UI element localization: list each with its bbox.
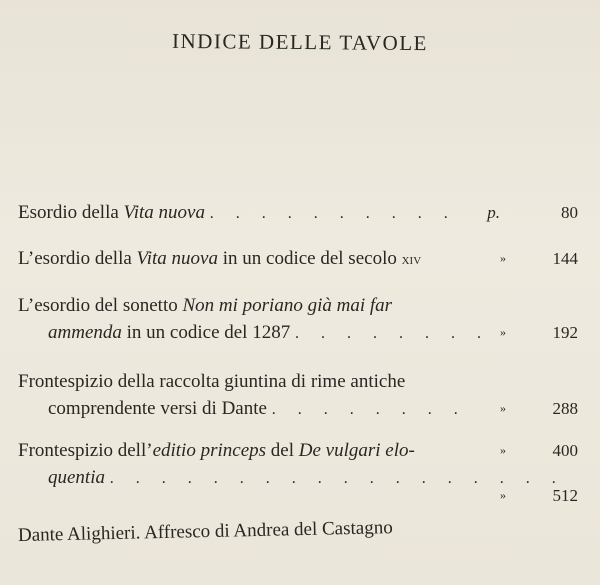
entry-line (18, 292, 578, 319)
index-entry (18, 292, 578, 347)
entry-title-italic: editio princeps (152, 440, 267, 461)
page-marker: p. (487, 203, 500, 222)
leader-dots: . . . . . . . . (271, 401, 467, 418)
ditto-marker: » (500, 488, 506, 502)
entry-page-ref (378, 437, 578, 464)
ditto-marker: » (500, 401, 506, 415)
entry-title-italic: Non mi poriano già mai far (182, 295, 393, 316)
page-number: 80 (561, 203, 578, 222)
leader-dots: . . . . . . . . . . (209, 205, 457, 222)
entry-text: in un codice del secolo (217, 248, 402, 269)
entry-title-italic: quentia (48, 467, 105, 488)
leader-dots: . . . . . . . . (294, 325, 490, 342)
entry-line (18, 395, 578, 423)
ditto-marker: » (500, 251, 506, 265)
entry-line (18, 245, 578, 273)
entry-text: Frontespizio della raccolta giuntina di rime antiche (18, 371, 406, 392)
entry-line (18, 510, 578, 549)
index-entry (18, 199, 578, 227)
entry-text: Frontespizio dell’ (18, 440, 153, 461)
page-number: 192 (552, 323, 578, 342)
entry-century: xiv (401, 251, 422, 268)
entry-text: comprendente versi di Dante (48, 398, 267, 419)
entry-line (18, 319, 578, 347)
entry-text: del (266, 440, 299, 461)
entry-text: in un codice del 1287 (121, 322, 291, 343)
entry-page-ref (378, 482, 578, 509)
index-entry (17, 486, 578, 549)
ditto-marker: » (500, 443, 506, 457)
page-number: 288 (552, 399, 578, 418)
entry-title-italic: De vulgari elo- (298, 440, 415, 461)
entry-text: L’esordio del sonetto (18, 295, 183, 316)
entry-title-italic: Vita nuova (123, 202, 205, 223)
entry-text: Esordio della (18, 202, 124, 223)
entry-text: Dante Alighieri. Affresco di Andrea del Castagno (17, 517, 393, 546)
entry-line (18, 368, 578, 395)
leader-dots: . . . . . . . . . . . . . . . . . . (109, 470, 565, 487)
page-number: 144 (552, 249, 578, 268)
entry-title-italic: Vita nuova (136, 248, 218, 269)
entry-line (18, 199, 578, 227)
page-number: 512 (552, 486, 578, 505)
page-number: 400 (552, 441, 578, 460)
entry-text: L’esordio della (18, 248, 137, 269)
entry-title-italic: ammenda (48, 322, 122, 343)
index-entry (18, 368, 578, 423)
ditto-marker: » (500, 325, 506, 339)
index-entry (18, 245, 578, 273)
page-title: INDICE DELLE TAVOLE (171, 28, 429, 56)
